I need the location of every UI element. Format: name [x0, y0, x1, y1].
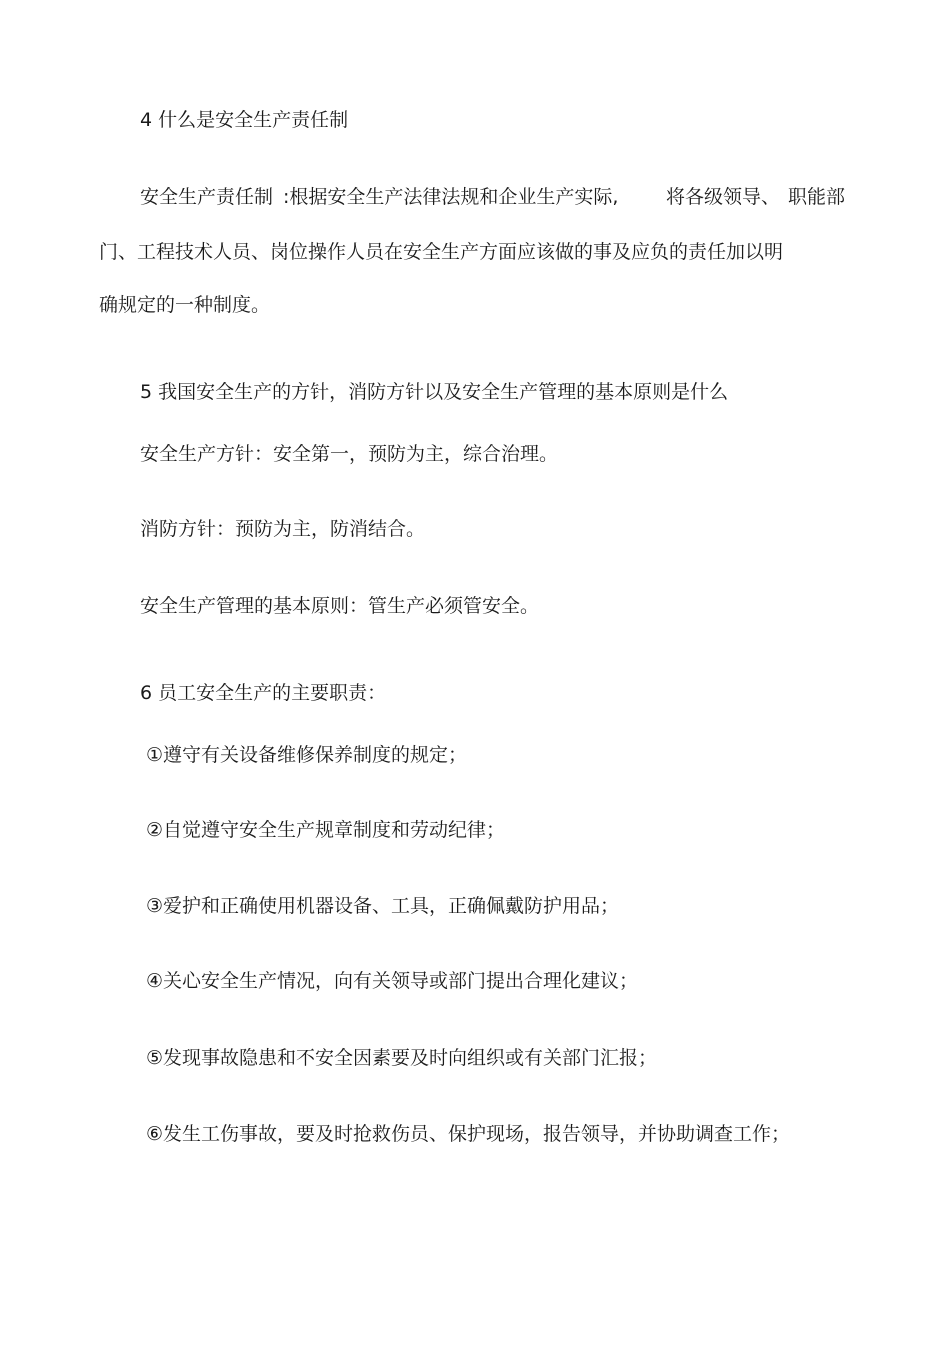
section-4-heading: 4 什么是安全生产责任制 — [140, 109, 349, 131]
duty-list-item: ①遵守有关设备维修保养制度的规定； — [146, 744, 468, 766]
duty-list-item: ④关心安全生产情况，向有关领导或部门提出合理化建议； — [146, 970, 639, 992]
section-4-definition-leaders: 将各级领导、 — [666, 186, 781, 208]
duty-list-item: ⑥发生工伤事故，要及时抢救伤员、保护现场，报告领导，并协助调查工作； — [146, 1123, 791, 1145]
safety-policy-text: 安全生产方针：安全第一，预防为主，综合治理。 — [140, 443, 559, 465]
duty-list-item: ⑤发现事故隐患和不安全因素要及时向组织或有关部门汇报； — [146, 1047, 658, 1069]
section-6-heading: 6 员工安全生产的主要职责： — [140, 682, 387, 704]
duty-list-item: ②自觉遵守安全生产规章制度和劳动纪律； — [146, 819, 506, 841]
section-4-definition-depts: 职能部 — [788, 186, 846, 208]
section-4-definition-intro: :根据安全生产法律法规和企业生产实际, — [283, 186, 619, 208]
section-4-definition-term: 安全生产责任制 — [140, 186, 274, 208]
basic-principle-text: 安全生产管理的基本原则：管生产必须管安全。 — [140, 595, 540, 617]
section-4-definition-line3: 确规定的一种制度。 — [99, 294, 271, 316]
section-4-definition-line2: 门、工程技术人员、岗位操作人员在安全生产方面应该做的事及应负的责任加以明 — [99, 241, 784, 263]
fire-policy-text: 消防方针：预防为主，防消结合。 — [140, 518, 426, 540]
duty-list-item: ③爱护和正确使用机器设备、工具，正确佩戴防护用品； — [146, 895, 620, 917]
section-5-heading: 5 我国安全生产的方针，消防方针以及安全生产管理的基本原则是什么 — [140, 381, 729, 403]
